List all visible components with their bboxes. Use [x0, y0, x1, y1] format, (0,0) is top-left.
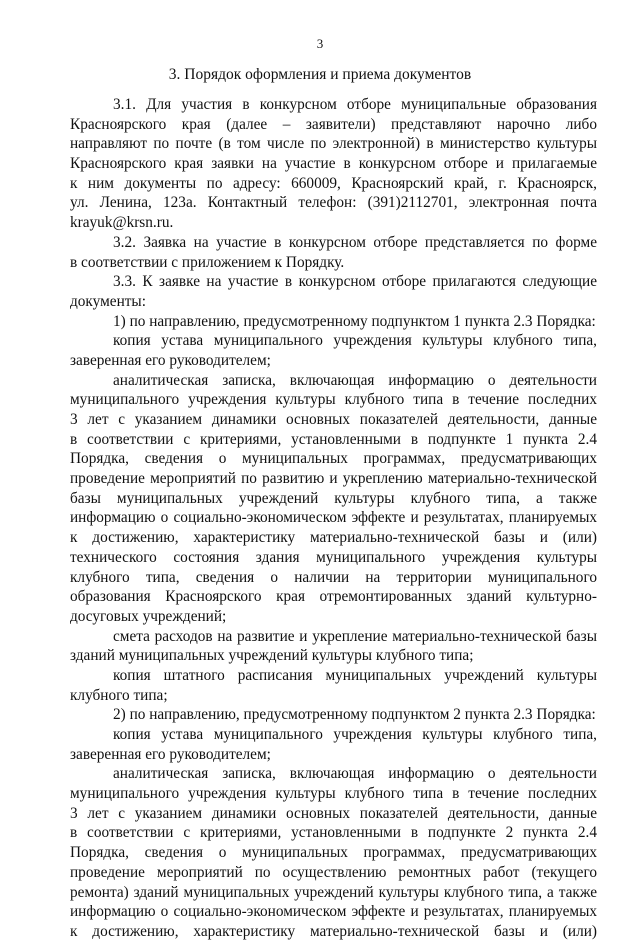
text-line: клубного типа, сведения о наличии на территории муниципального	[70, 568, 597, 586]
text-line: муниципального учреждения культуры клубного типа в течение последних	[70, 785, 597, 803]
text-line: ремонта) зданий муниципальных учреждений культуры клубного типа, а также	[70, 883, 597, 901]
text-line: образования Красноярского края отремонтированных зданий культурно-	[70, 588, 597, 606]
text-line: базы муниципальных учреждений культуры клубного типа, а также	[70, 489, 597, 507]
text-line: документы:	[70, 292, 146, 310]
text-line: к достижению, характеристику материально-технической базы и (или)	[70, 529, 597, 547]
text-line: Красноярского края (далее – заявители) представляют нарочно либо	[70, 115, 597, 133]
text-line: 3 лет с указанием динамики основных показателей деятельности, данные	[70, 804, 597, 822]
page-number: 3	[316, 36, 324, 51]
text-line: проведение мероприятий по осуществлению ремонтных работ (текущего	[70, 863, 597, 881]
text-line: 3.3. К заявке на участие в конкурсном отборе прилагаются следующие	[113, 273, 597, 291]
text-line: копия устава муниципального учреждения культуры клубного типа,	[113, 332, 597, 350]
text-line: к достижению, характеристику материально-технической базы и (или)	[70, 922, 597, 940]
text-line: аналитическая записка, включающая информацию о деятельности	[113, 371, 597, 389]
text-line: копия штатного расписания муниципальных учреждений культуры	[113, 666, 597, 684]
text-line: krayuk@krsn.ru.	[70, 214, 174, 232]
text-line: в соответствии с приложением к Порядку.	[70, 253, 345, 271]
text-line: в соответствии с критериями, установленными в подпункте 1 пункта 2.4	[70, 430, 597, 448]
document-body	[70, 95, 597, 942]
text-line: ул. Ленина, 123а. Контактный телефон: (391)2112701, электронная почта	[70, 194, 597, 212]
text-line: клубного типа;	[70, 686, 168, 704]
text-line: аналитическая записка, включающая информацию о деятельности	[113, 765, 597, 783]
text-line: смета расходов на развитие и укрепление материально-технической базы	[113, 627, 597, 645]
text-line: заверенная его руководителем;	[70, 745, 271, 763]
text-line: 2) по направлению, предусмотренному подпунктом 2 пункта 2.3 Порядка:	[113, 706, 596, 724]
text-line: Красноярского края заявки на участие в конкурсном отборе и прилагаемые	[70, 155, 597, 173]
text-line: направляют по почте (в том числе по электронной) в министерство культуры	[70, 135, 597, 153]
text-line: к ним документы по адресу: 660009, Красноярский край, г. Красноярск,	[70, 174, 597, 192]
text-line: информацию о социально-экономическом эффекте и результатах, планируемых	[70, 509, 597, 527]
text-line: Порядка, сведения о муниципальных программах, предусматривающих	[70, 450, 597, 468]
text-line: зданий муниципальных учреждений культуры клубного типа;	[70, 647, 474, 665]
text-line: Порядка, сведения о муниципальных программах, предусматривающих	[70, 844, 597, 862]
text-line: 3 лет с указанием динамики основных показателей деятельности, данные	[70, 411, 597, 428]
text-line: информацию о социально-экономическом эффекте и результатах, планируемых	[70, 903, 597, 921]
text-line: 3.1. Для участия в конкурсном отборе муниципальные образования	[113, 96, 597, 113]
text-line: заверенная его руководителем;	[70, 351, 271, 369]
text-line: в соответствии с критериями, установленными в подпункте 2 пункта 2.4	[70, 824, 597, 842]
section-heading: 3. Порядок оформления и приема документов	[168, 66, 472, 83]
text-line: технического состояния здания муниципального учреждения культуры	[70, 548, 597, 566]
text-line: 1) по направлению, предусмотренному подпунктом 1 пункта 2.3 Порядка:	[113, 312, 596, 330]
text-line: копия устава муниципального учреждения культуры клубного типа,	[113, 726, 597, 743]
text-line: муниципального учреждения культуры клубного типа в течение последних	[70, 391, 597, 409]
text-line: досуговых учреждений;	[70, 607, 227, 625]
text-line: проведение мероприятий по развитию и укреплению материально-технической	[70, 470, 597, 488]
text-line: 3.2. Заявка на участие в конкурсном отборе представляется по форме	[113, 233, 597, 251]
